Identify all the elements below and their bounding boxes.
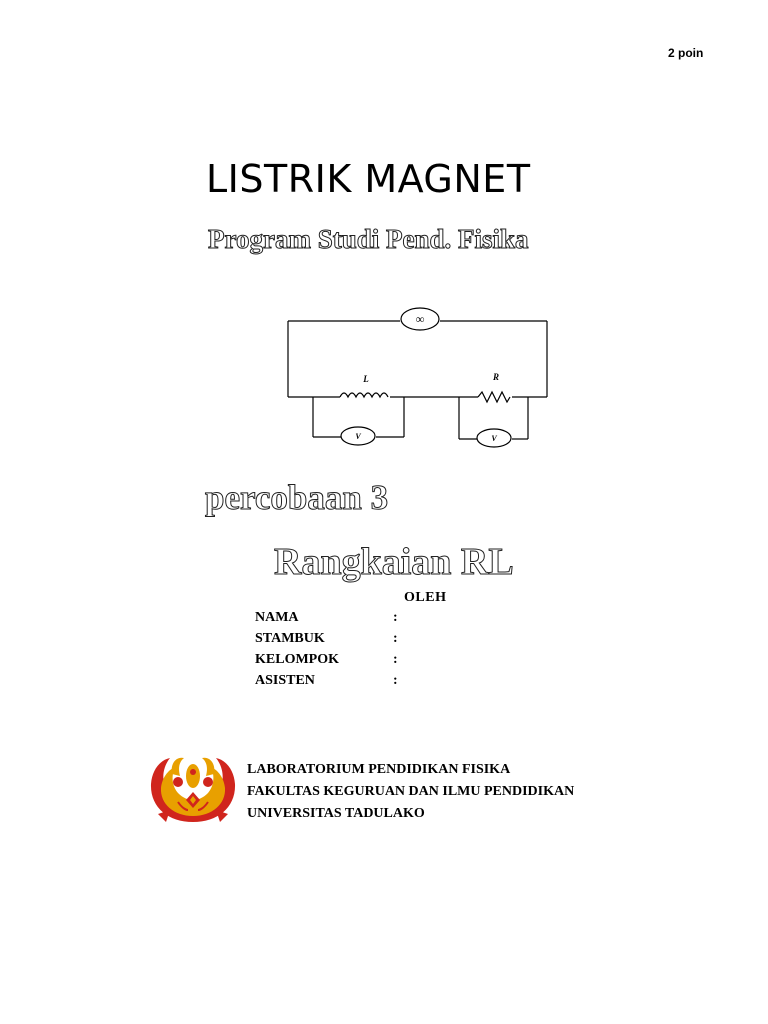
field-label: ASISTEN [255,673,315,688]
institution-faculty: FAKULTAS KEGURUAN DAN ILMU PENDIDIKAN [247,784,575,799]
field-colon: : [393,673,398,688]
resistor-label: R [492,372,500,382]
voltmeter-left-label: V [355,432,361,441]
experiment-number: percobaan 3 [205,478,389,517]
field-colon: : [393,652,398,667]
field-label: STAMBUK [255,631,325,646]
institution-lab: LABORATORIUM PENDIDIKAN FISIKA [247,762,511,777]
source-symbol: ∞ [415,312,425,326]
institution-university: UNIVERSITAS TADULAKO [247,806,425,821]
field-label: KELOMPOK [255,652,339,667]
page-title: LISTRIK MAGNET [206,157,531,201]
by-label: OLEH [404,590,447,605]
experiment-title: Rangkaian RL [274,541,514,583]
field-colon: : [393,610,398,625]
field-label: NAMA [255,610,299,625]
institution-block [247,759,574,825]
university-emblem-icon [148,752,238,828]
inductor-icon [340,393,388,397]
field-colon: : [393,631,398,646]
inductor-label: L [363,374,369,384]
page-points-label: 2 poin [668,46,704,60]
resistor-icon [478,392,510,402]
program-heading: Program Studi Pend. Fisika [208,224,529,254]
voltmeter-right-label: V [491,434,497,443]
rl-circuit-diagram [280,300,560,460]
